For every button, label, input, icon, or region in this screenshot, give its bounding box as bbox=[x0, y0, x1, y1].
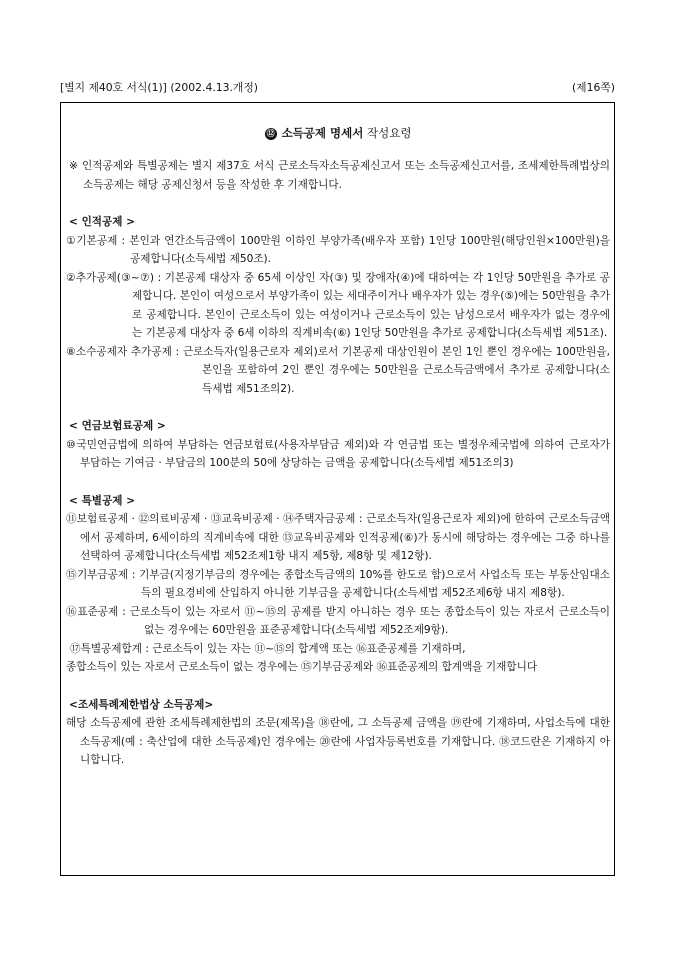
special-item-standard: ⑯표준공제 : 근로소득이 있는 자로서 ⑪~⑮의 공제를 받지 아니하는 경우 또는 종합소득이 있는 자로서 근로소득이 없는 경우에는 60만원을 표준공제합니다(소득세법 제52조제9항). bbox=[66, 605, 610, 636]
personal-heading: < 인적공제 > bbox=[69, 216, 136, 228]
special-heading: < 특별공제 > bbox=[69, 494, 136, 507]
personal-item-additional: ②추가공제(③~⑦) : 기본공제 대상자 중 65세 이상인 자(③) 및 장애자(④)에 대하여는 각 1인당 50만원을 추가로 공제합니다. 본인이 여성으로서 부양가족이 있는 세대주이거나 배우자가 있는 경우(⑤)에는 50만원을 추가로 공제합니다. 본인이 근로소득이 있는 여성이거나 근로소득이 있는 남성으로서 배우자가 없는 경우에는 기본공제 대상자 중 6세 이하의 직계비속(⑥) 1인당 50만원을 추가로 공제합니다(소득세법 제51조). bbox=[66, 271, 610, 339]
tax-special-text: 해당 소득공제에 관한 조세특례제한법의 조문(제목)을 ⑱란에, 그 소득공제 금액을 ⑲란에 기재하며, 사업소득에 대한 소득공제(예 : 축산업에 대한 소득공제)인 경우에는 ⑳란에 사업자등록번호를 기재합니다. ⑱코드란은 기재하지 아니합니다. bbox=[66, 717, 610, 766]
special-item-donation: ⑮기부금공제 : 기부금(지정기부금의 경우에는 종합소득금액의 10%를 한도로 함)으로서 사업소득 또는 부동산임대소득의 필요경비에 산입하지 아니한 기부금을 공제합니다(소득세법 제52조제6항 내지 제8항). bbox=[66, 568, 610, 599]
document-body bbox=[66, 125, 610, 770]
form-header bbox=[60, 80, 615, 96]
page-number: (제16쪽) bbox=[571, 81, 615, 94]
pension-item: ⑩국민연금법에 의하여 부담하는 연금보험료(사용자부담금 제외)와 각 연금법 또는 별정우체국법에 의하여 근로자가 부담하는 기여금 · 부담금의 100분의 50에 상당하는 금액을 공제합니다(소득세법 제51조의3) bbox=[66, 438, 610, 469]
special-item-insurance: ⑪보험료공제 · ⑫의료비공제 · ⑬교육비공제 · ⑭주택자금공제 : 근로소득자(일용근로자 제외)에 한하여 근로소득금액에서 공제하며, 6세이하의 직계비속에 대한 ⑬교육비공제와 인적공제(⑥)가 동시에 해당하는 경우에는 그중 하나를 선택하여 공제합니다(소득세법 제52조제1항 내지 제5항, 제8항 및 제12항). bbox=[66, 513, 610, 562]
document-frame bbox=[60, 102, 615, 876]
pension-heading: < 연금보험료공제 > bbox=[69, 420, 166, 432]
tax-special-heading: <조세특례제한법상 소득공제> bbox=[69, 698, 214, 711]
page-title bbox=[66, 125, 610, 141]
special-item-total-cont: 종합소득이 있는 자로서 근로소득이 없는 경우에는 ⑮기부금공제와 ⑯표준공제의 합계액을 기재합니다 bbox=[66, 661, 538, 673]
intro-note: ※ 인적공제와 특별공제는 별지 제37호 서식 근로소득자소득공제신고서 또는 소득공제신고서를, 조세제한특례법상의 소득공제는 해당 공제신청서 등을 작성한 후 기재합니다. bbox=[69, 160, 610, 191]
form-id: [별지 제40호 서식(1)] (2002.4.13.개정) bbox=[60, 81, 258, 94]
title-number-icon: ⑫ bbox=[266, 129, 275, 138]
personal-item-basic: ①기본공제 : 본인과 연간소득금액이 100만원 이하인 부양가족(배우자 포함) 1인당 100만원(해당인원×100만원)을 공제합니다(소득세법 제50조). bbox=[66, 234, 610, 265]
title-rest: 작성요령 bbox=[363, 126, 412, 140]
special-item-total: ⑰특별공제합계 : 근로소득이 있는 자는 ⑪~⑮의 합계액 또는 ⑯표준공제를 기재하며, bbox=[70, 642, 466, 655]
personal-item-minority: ⑧소수공제자 추가공제 : 근로소득자(일용근로자 제외)로서 기본공제 대상인원이 본인 1인 뿐인 경우에는 100만원을, 본인을 포함하여 2인 뿐인 경우에는 50만원을 근로소득금액에서 추가로 공제합니다(소득세법 제51조의2). bbox=[66, 345, 610, 395]
title-bold: 소득공제 명세서 bbox=[281, 126, 364, 140]
